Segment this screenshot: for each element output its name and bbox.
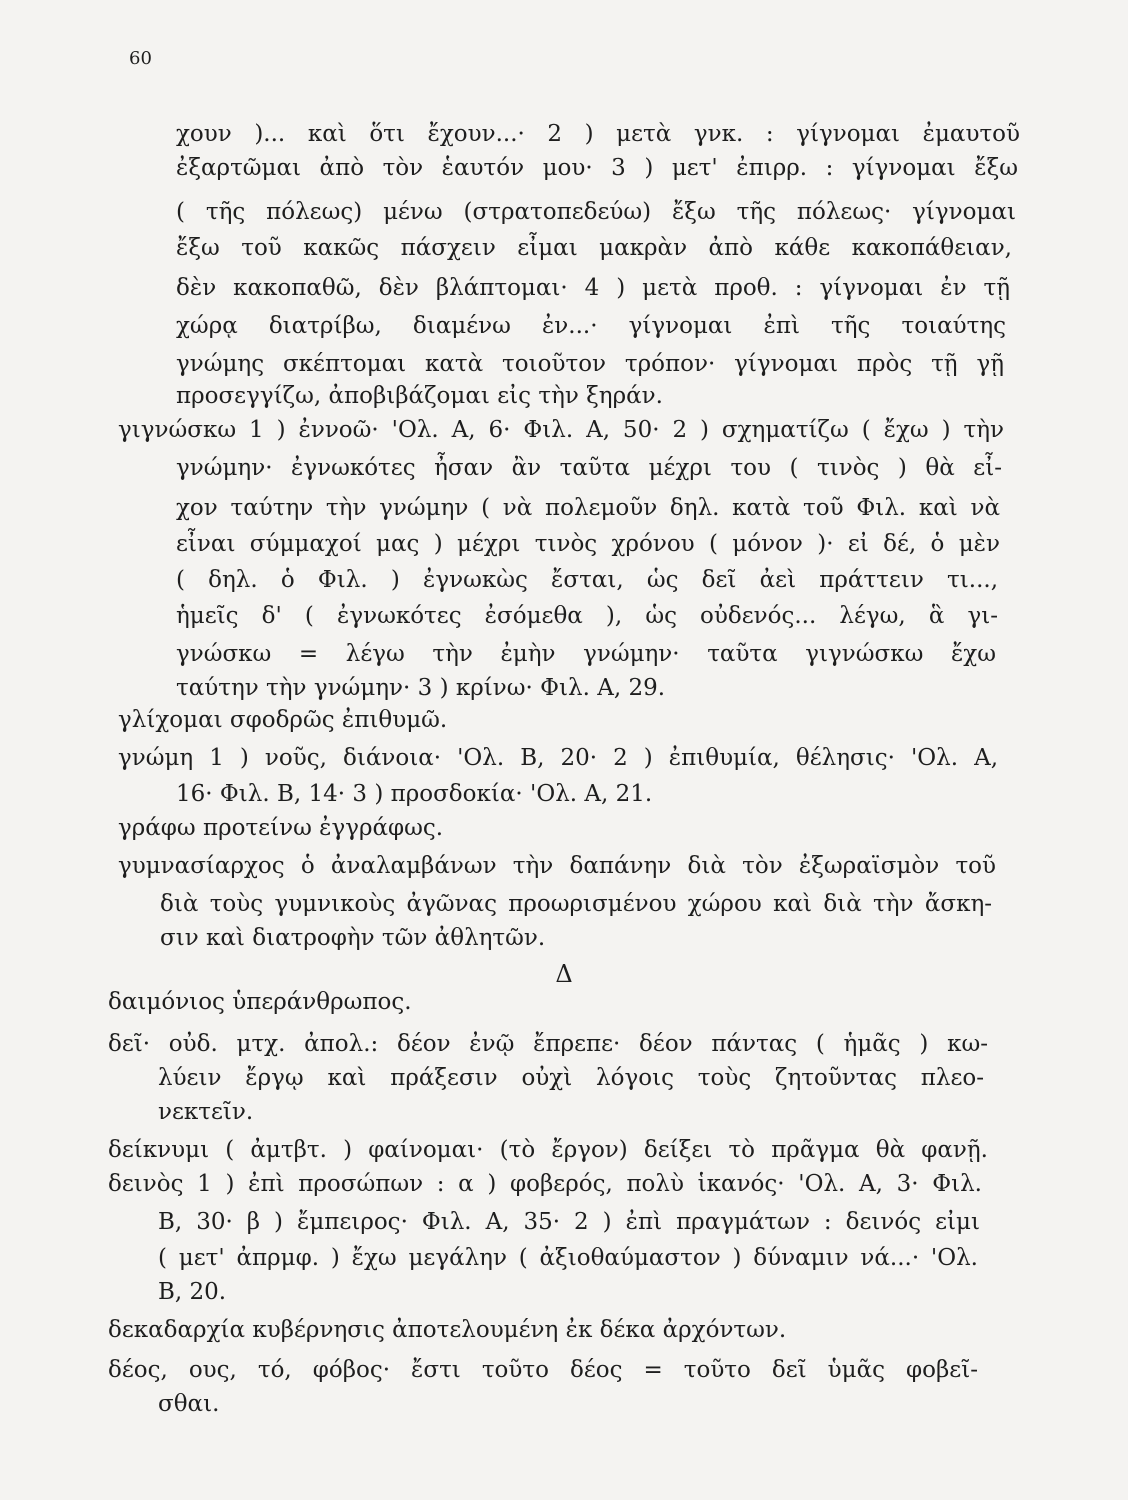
text-line: Β, 30· β ) ἔμπειρος· Φιλ. Α, 35· 2 ) ἐπὶ πραγμάτων : δεινός εἰμι	[158, 1209, 980, 1235]
text-line: λύειν ἔργῳ καὶ πράξεσιν οὐχὶ λόγοις τοὺς ζητοῦντας πλεο-	[158, 1065, 984, 1091]
entry-line: δεκαδαρχία κυβέρνησις ἀποτελουμένη ἐκ δέκα ἀρχόντων.	[108, 1317, 787, 1343]
entry-line: γυμνασίαρχος ὁ ἀναλαμβάνων τὴν δαπάνην διὰ τὸν ἐξωραϊσμὸν τοῦ	[118, 853, 996, 879]
text-line: γνώσκω = λέγω τὴν ἐμὴν γνώμην· ταῦτα γιγνώσκω ἔχω	[176, 641, 996, 667]
text-line: ( δηλ. ὁ Φιλ. ) ἐγνωκὼς ἔσται, ὡς δεῖ ἀεὶ πράττειν τι...,	[176, 567, 998, 593]
entry-line: γιγνώσκω 1 ) ἐννοῶ· 'Ολ. Α, 6· Φιλ. Α, 50· 2 ) σχηματίζω ( ἔχω ) τὴν	[118, 417, 1004, 443]
text-line: εἶναι σύμμαχοί μας ) μέχρι τινὸς χρόνου ( μόνον )· εἰ δέ, ὁ μὲν	[176, 531, 1000, 557]
entry-line: δεῖ· οὐδ. μτχ. ἀπολ.: δέον ἐνῷ ἔπρεπε· δέον πάντας ( ἡμᾶς ) κω-	[108, 1031, 988, 1057]
text-line: χον ταύτην τὴν γνώμην ( νὰ πολεμοῦν δηλ. κατὰ τοῦ Φιλ. καὶ νὰ	[176, 495, 1000, 521]
text-line: 16· Φιλ. Β, 14· 3 ) προσδοκία· 'Ολ. Α, 21.	[176, 781, 653, 807]
entry-line: γλίχομαι σφοδρῶς ἐπιθυμῶ.	[118, 707, 448, 733]
entry-line: δείκνυμι ( ἀμτβτ. ) φαίνομαι· (τὸ ἔργον) δείξει τὸ πρᾶγμα θὰ φανῇ.	[108, 1137, 988, 1163]
text-line: σθαι.	[158, 1391, 220, 1417]
section-letter: Δ	[555, 960, 573, 988]
entry-line: γνώμη 1 ) νοῦς, διάνοια· 'Ολ. Β, 20· 2 ) ἐπιθυμία, θέλησις· 'Ολ. Α,	[118, 745, 998, 771]
text-line: ( μετ' ἀπρμφ. ) ἔχω μεγάλην ( ἀξιοθαύμαστον ) δύναμιν νά...· 'Ολ.	[158, 1245, 978, 1271]
text-line: ταύτην τὴν γνώμην· 3 ) κρίνω· Φιλ. Α, 29.	[176, 675, 666, 701]
text-line: ἡμεῖς δ' ( ἐγνωκότες ἐσόμεθα ), ὡς οὐδενός... λέγω, ἃ γι-	[176, 603, 998, 629]
text-line: χουν )... καὶ ὅτι ἔχουν...· 2 ) μετὰ γνκ. : γίγνομαι ἐμαυτοῦ	[176, 121, 1020, 147]
text-line: διὰ τοὺς γυμνικοὺς ἀγῶνας προωρισμένου χώρου καὶ διὰ τὴν ἄσκη-	[160, 891, 992, 917]
text-line: γνώμης σκέπτομαι κατὰ τοιοῦτον τρόπον· γίγνομαι πρὸς τῇ γῇ	[176, 351, 1004, 377]
text-line: σιν καὶ διατροφὴν τῶν ἀθλητῶν.	[160, 925, 546, 951]
text-line: γνώμην· ἐγνωκότες ἦσαν ἂν ταῦτα μέχρι του ( τινὸς ) θὰ εἶ-	[176, 455, 1002, 481]
text-line: χώρᾳ διατρίβω, διαμένω ἐν...· γίγνομαι ἐπὶ τῆς τοιαύτης	[176, 313, 1006, 339]
page-number: 60	[129, 48, 152, 69]
text-line: δὲν κακοπαθῶ, δὲν βλάπτομαι· 4 ) μετὰ προθ. : γίγνομαι ἐν τῇ	[176, 275, 1010, 301]
text-line: ἔξω τοῦ κακῶς πάσχειν εἶμαι μακρὰν ἀπὸ κάθε κακοπάθειαν,	[176, 235, 1012, 261]
text-line: Β, 20.	[158, 1279, 227, 1305]
entry-line: γράφω προτείνω ἐγγράφως.	[118, 815, 444, 841]
entry-line: δέος, ους, τό, φόβος· ἔστι τοῦτο δέος = τοῦτο δεῖ ὑμᾶς φοβεῖ-	[108, 1357, 978, 1383]
text-line: ( τῆς πόλεως) μένω (στρατοπεδεύω) ἔξω τῆς πόλεως· γίγνομαι	[176, 199, 1016, 225]
entry-line: δεινὸς 1 ) ἐπὶ προσώπων : α ) φοβερός, πολὺ ἱκανός· 'Ολ. Α, 3· Φιλ.	[108, 1171, 982, 1197]
entry-line: δαιμόνιος ὑπεράνθρωπος.	[108, 989, 412, 1015]
text-line: προσεγγίζω, ἀποβιβάζομαι εἰς τὴν ξηράν.	[176, 383, 663, 409]
text-line: ἐξαρτῶμαι ἀπὸ τὸν ἑαυτόν μου· 3 ) μετ' ἐπιρρ. : γίγνομαι ἔξω	[176, 155, 1018, 181]
text-line: νεκτεῖν.	[158, 1099, 254, 1125]
